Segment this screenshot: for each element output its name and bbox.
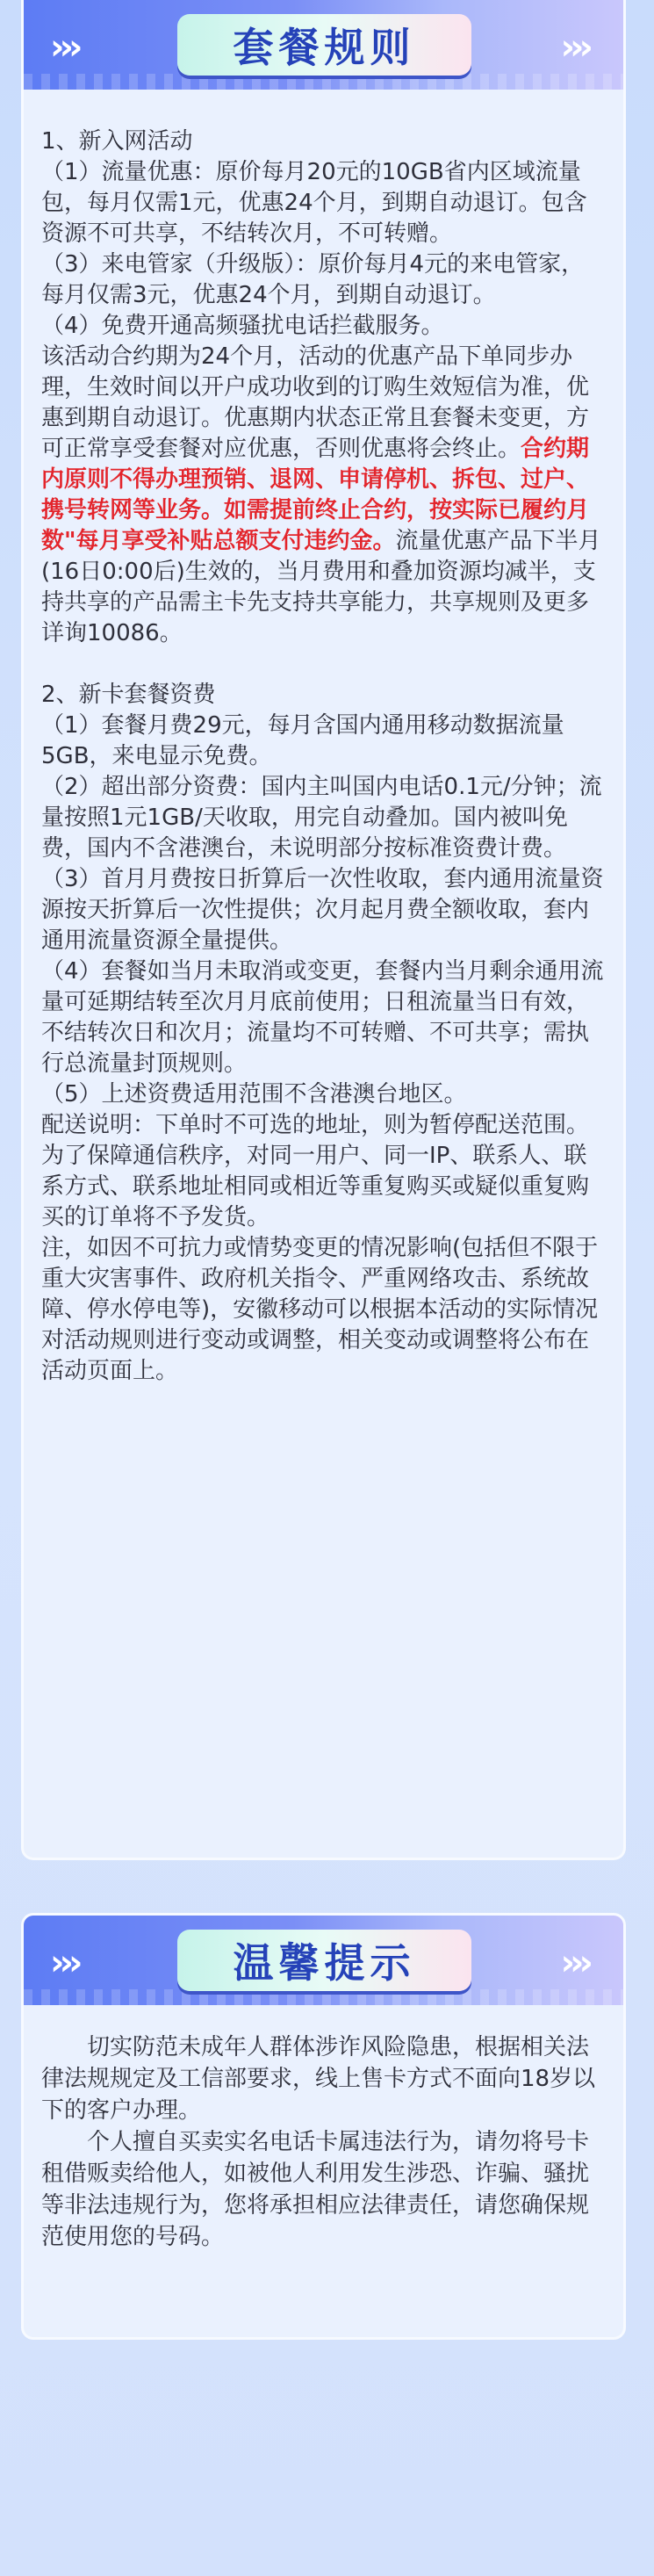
rules-header (24, 0, 623, 90)
chevron-right-icon: ››› (50, 27, 78, 68)
section-1-heading: 1、新入网活动 (41, 128, 193, 155)
rules-content (24, 90, 623, 1387)
chevron-right-icon: ››› (560, 27, 588, 68)
tip-paragraph: 个人擅自买卖实名电话卡属违法行为，请勿将号卡租借贩卖给他人，如被他人利用发生涉恐、诈骗、骚扰等非法违规行为，您将承担相应法律责任，请您确保规范使用您的号码。 (41, 2129, 590, 2250)
tips-card (21, 1913, 626, 2340)
contract-warning: 合约期内原则不得办理预销、退网、申请停机、拆包、过户、携号转网等业务。如需提前终止合约，按实际已履约月数"每月享受补贴总额支付违约金。 (41, 436, 590, 554)
header-stripes (24, 1989, 623, 2005)
tips-header (24, 1916, 623, 2005)
rule-paragraph-contract (41, 342, 606, 649)
rules-title: 套餐规则 (233, 24, 416, 71)
tips-content (24, 2005, 623, 2253)
rule-paragraph: （1）流量优惠：原价每月20元的10GB省内区域流量包，每月仅需1元，优惠24个月，到期自动退订。包含资源不可共享，不结转次月，不可转赠。 (41, 159, 587, 247)
tips-title: 温馨提示 (233, 1939, 416, 1987)
rule-paragraph: （5）上述资费适用范围不含港澳台地区。 (41, 1081, 467, 1108)
header-stripes (24, 74, 623, 90)
chevron-right-icon: ››› (560, 1943, 588, 1983)
spacer (41, 649, 606, 680)
tip-paragraph: 切实防范未成年人群体涉诈风险隐患，根据相关法律法规规定及工信部要求，线上售卡方式不面向18岁以下的客户办理。 (41, 2034, 596, 2124)
rule-paragraph: （1）套餐月费29元，每月含国内通用移动数据流量5GB，来电显示免费。 (41, 712, 564, 769)
section-2-heading: 2、新卡套餐资费 (41, 682, 216, 708)
rule-paragraph: （4）套餐如当月未取消或变更，套餐内当月剩余通用流量可延期结转至次月月底前使用；日租流量当日有效，不结转次日和次月；流量均不可转赠、不可共享；需执行总流量封顶规则。 (41, 958, 604, 1077)
rules-title-badge (177, 14, 471, 76)
tips-title-badge (177, 1930, 471, 1991)
rule-paragraph: （2）超出部分资费：国内主叫国内电话0.1元/分钟；流量按照1元1GB/天收取，用完自动叠加。国内被叫免费，国内不含港澳台，未说明部分按标准资费计费。 (41, 774, 602, 862)
contract-tail: 流量优惠产品下半月(16日0:00后)生效的，当月费用和叠加资源均减半，支持共享的产品需主卡先支持共享能力，共享规则及更多详询10086。 (41, 528, 601, 646)
rule-paragraph: （3）首月月费按日折算后一次性收取，套内通用流量资源按天折算后一次性提供；次月起月费全额收取，套内通用流量资源全量提供。 (41, 866, 604, 954)
chevron-right-icon: ››› (50, 1943, 78, 1983)
rules-card (21, 0, 626, 1860)
delivery-note: 配送说明：下单时不可选的地址，则为暂停配送范围。为了保障通信秩序，对同一用户、同一IP、联系人、联系方式、联系地址相同或相近等重复购买或疑似重复购买的订单将不予发货。 (41, 1112, 590, 1230)
rule-paragraph: （4）免费开通高频骚扰电话拦截服务。 (41, 313, 444, 339)
force-majeure-note: 注，如因不可抗力或情势变更的情况影响(包括但不限于重大灾害事件、政府机关指令、严重网络攻击、系统故障、停水停电等)，安徽移动可以根据本活动的实际情况对活动规则进行变动或调整，相关变动或调整将公布在活动页面上。 (41, 1235, 599, 1384)
rule-paragraph: （3）来电管家（升级版）：原价每月4元的来电管家，每月仅需3元，优惠24个月，到期自动退订。 (41, 251, 585, 308)
contract-text: 该活动合约期为24个月，活动的优惠产品下单同步办理，生效时间以开户成功收到的订购生效短信为准，优惠到期自动退订。优惠期内状态正常且套餐未变更，方可正常享受套餐对应优惠，否则优惠将会终止。 (41, 343, 590, 462)
